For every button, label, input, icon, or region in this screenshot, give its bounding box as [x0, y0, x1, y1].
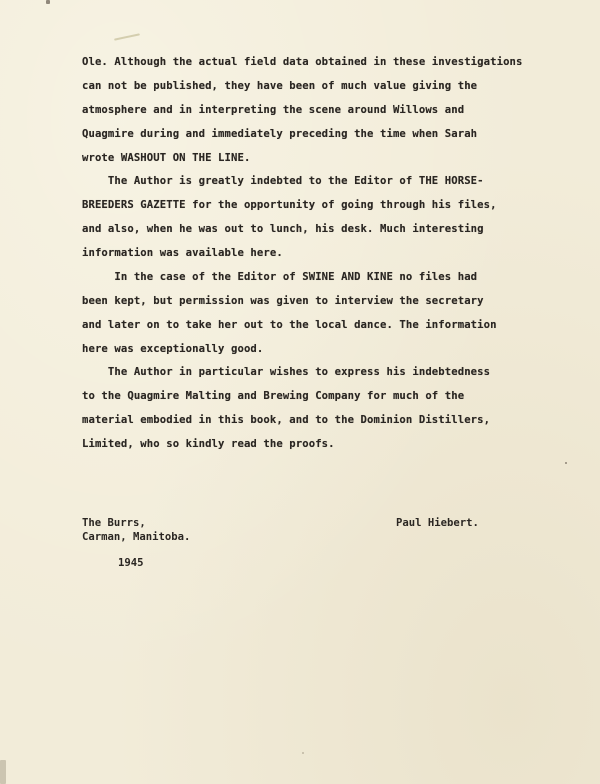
text-line: The Author is greatly indebted to the Editor of THE HORSE-: [82, 175, 484, 187]
text-line: BREEDERS GAZETTE for the opportunity of going through his files,: [82, 199, 497, 211]
paragraph-1: [82, 50, 580, 170]
paragraph-2: [82, 169, 580, 265]
place-line-1: The Burrs,: [82, 517, 146, 529]
place-line-2: Carman, Manitoba.: [82, 531, 191, 543]
paragraph-3: [82, 265, 580, 361]
ink-speck: [46, 0, 50, 4]
text-line: here was exceptionally good.: [82, 343, 264, 355]
text-line: Ole. Although the actual field data obtained in these investigations: [82, 56, 523, 68]
ink-speck: [565, 462, 567, 464]
text-line: can not be published, they have been of much value giving the: [82, 80, 478, 92]
text-line: material embodied in this book, and to the Dominion Distillers,: [82, 414, 491, 426]
text-line: Quagmire during and immediately preceding the time when Sarah: [82, 128, 478, 140]
text-line: and later on to take her out to the local dance. The information: [82, 319, 497, 331]
signature-place: [82, 516, 190, 544]
text-line: In the case of the Editor of SWINE AND KINE no files had: [82, 271, 478, 283]
text-line: information was available here.: [82, 247, 283, 259]
paper-edge-wear: [0, 760, 6, 784]
text-line: The Author in particular wishes to express his indebtedness: [82, 366, 491, 378]
text-line: to the Quagmire Malting and Brewing Company for much of the: [82, 390, 465, 402]
pencil-smudge: [114, 33, 140, 40]
text-line: Limited, who so kindly read the proofs.: [82, 438, 335, 450]
signature-year: 1945: [118, 557, 144, 569]
text-line: been kept, but permission was given to interview the secretary: [82, 295, 484, 307]
text-line: wrote WASHOUT ON THE LINE.: [82, 152, 251, 164]
paragraph-4: [82, 360, 580, 456]
text-line: atmosphere and in interpreting the scene around Willows and: [82, 104, 465, 116]
author-signature: Paul Hiebert.: [396, 517, 479, 529]
text-line: and also, when he was out to lunch, his desk. Much interesting: [82, 223, 484, 235]
ink-speck: [302, 752, 304, 754]
